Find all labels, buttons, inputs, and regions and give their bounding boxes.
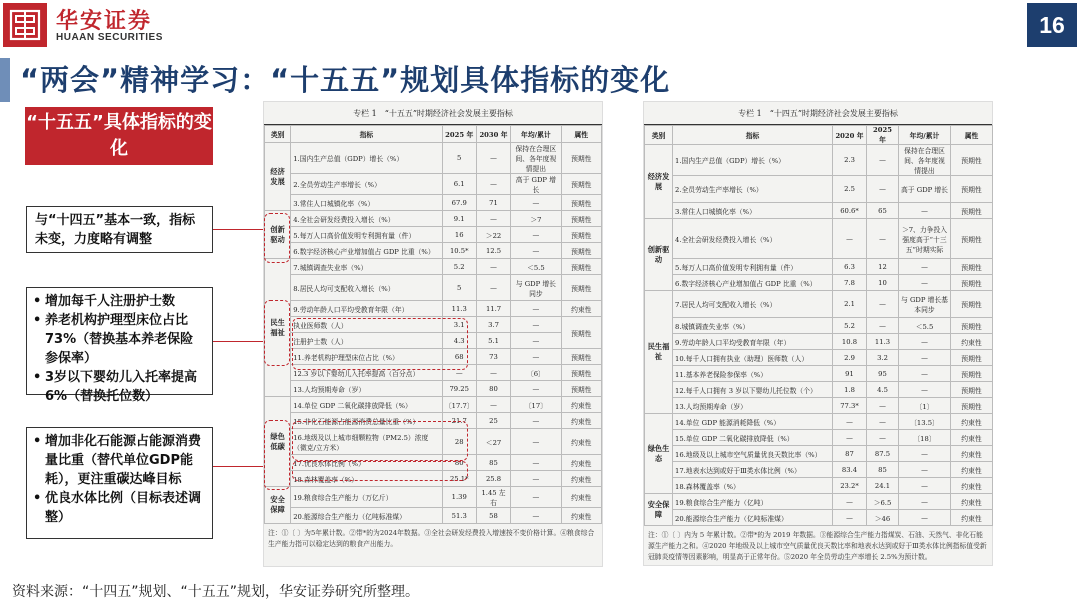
value-cell: — <box>833 510 867 526</box>
value-cell: 5 <box>442 143 476 174</box>
indicator-name: 14.单位 GDP 二氧化碳排放降低（%） <box>291 397 442 413</box>
callout-unchanged: 与“十四五”基本一致，指标未变，力度略有调整 <box>26 206 213 253</box>
value-cell: 87.5 <box>867 446 899 462</box>
value-cell: — <box>511 471 561 487</box>
table-row <box>645 176 993 203</box>
value-cell: 11.7 <box>476 301 510 317</box>
table-row <box>265 301 602 317</box>
value-cell: — <box>899 382 951 398</box>
value-cell: 1.39 <box>442 487 476 508</box>
attribute-cell: 约束性 <box>951 478 993 494</box>
value-cell: 2.9 <box>833 350 867 366</box>
indicator-sub-label: 注册护士数（人） <box>293 337 348 346</box>
attribute-cell: 预期性 <box>951 259 993 275</box>
value-cell: 87 <box>833 446 867 462</box>
column-header: 2025 年 <box>867 126 899 145</box>
attribute-cell: 约束性 <box>561 413 601 429</box>
indicator-name: 6.数字经济核心产业增加值占 GDP 比重（%） <box>673 275 833 291</box>
value-cell: — <box>867 219 899 259</box>
value-cell: — <box>867 398 899 414</box>
value-cell: 5.2 <box>833 318 867 334</box>
attribute-cell: 约束性 <box>951 494 993 510</box>
indicator-name: 8.城镇调查失业率（%） <box>673 318 833 334</box>
title-accent-bar <box>0 58 10 102</box>
value-cell: 7.8 <box>833 275 867 291</box>
value-cell: 9.1 <box>442 211 476 227</box>
list-item: • 优良水体比例（目标表述调整） <box>45 489 206 527</box>
indicator-name: 18.森林覆盖率（%） <box>673 478 833 494</box>
value-cell: — <box>476 211 510 227</box>
highlight-category-green <box>264 420 290 490</box>
attribute-cell: 预期性 <box>561 174 601 195</box>
value-cell: — <box>511 349 561 365</box>
value-cell: 〔13.5〕 <box>899 414 951 430</box>
table-row <box>645 334 993 350</box>
source-note: 资料来源：“十四五”规划、“十五五”规划，华安证券研究所整理。 <box>12 584 420 600</box>
page-title: “两会”精神学习：“十五五”规划具体指标的变化 <box>20 63 671 97</box>
highlight-category-welfare <box>264 300 290 366</box>
table-row <box>645 318 993 334</box>
attribute-cell: 预期性 <box>561 275 601 301</box>
value-cell: — <box>899 446 951 462</box>
table-row <box>645 398 993 414</box>
value-cell: — <box>442 365 476 381</box>
highlight-row-water <box>292 461 468 481</box>
value-cell: — <box>867 291 899 318</box>
value-cell: — <box>476 275 510 301</box>
table-row <box>265 211 602 227</box>
attribute-cell: 预期性 <box>561 243 601 259</box>
table-row <box>265 143 602 174</box>
value-cell: 高于 GDP 增长 <box>899 176 951 203</box>
value-cell: — <box>511 413 561 429</box>
value-cell: 16 <box>442 227 476 243</box>
attribute-cell: 约束性 <box>561 397 601 413</box>
value-cell: 10.5* <box>442 243 476 259</box>
table-row <box>645 494 993 510</box>
attribute-cell: 预期性 <box>951 145 993 176</box>
page-number: 16 <box>1027 3 1077 47</box>
table-row <box>645 219 993 259</box>
table-row <box>645 462 993 478</box>
logo-icon <box>9 9 41 41</box>
table-footnote: 注：①〔 〕内为 5 年累计数。②带*的为 2019 年数据。③能源综合生产能力指煤炭、石油、天然气、非化石能源生产能力之和。④2020 年地级及以上城市空气质量优良天数比率和地表水达到或好于Ⅲ类水体比例指标值受新冠肺炎疫情等因素影响，明显高于正常年份。⑤2020 年全员劳动生产率增长 2.5%为预计数。 <box>648 531 987 561</box>
brand-logo <box>3 3 47 47</box>
value-cell: 1.45 左右 <box>476 487 510 508</box>
indicator-name: 7.居民人均可支配收入增长（%） <box>673 291 833 318</box>
connector-line <box>213 466 265 467</box>
value-cell: — <box>867 145 899 176</box>
category-cell: 经济发展 <box>265 143 291 211</box>
indicator-name: 6.数字经济核心产业增加值占 GDP 比重（%） <box>291 243 442 259</box>
value-cell: 2.5 <box>833 176 867 203</box>
table-row <box>265 275 602 301</box>
indicator-name: 20.能源综合生产能力（亿吨标准煤） <box>673 510 833 526</box>
category-cell: 创新驱动 <box>265 211 291 259</box>
indicator-name: 11.基本养老保险参保率（%） <box>673 366 833 382</box>
attribute-cell: 预期性 <box>951 219 993 259</box>
value-cell: — <box>899 510 951 526</box>
value-cell: — <box>899 462 951 478</box>
value-cell: 65 <box>867 203 899 219</box>
table-footnote: 注：①〔 〕为5年累计数。②带*的为2024年数据。③全社会研发经费投入增速按不变价格计算。④粮食综合生产能力指可以稳定达到的粮食产出能力。 <box>268 529 595 548</box>
value-cell: — <box>833 414 867 430</box>
column-header: 年均/累计 <box>899 126 951 145</box>
table-14th-plan <box>643 101 993 566</box>
value-cell: — <box>899 259 951 275</box>
attribute-cell: 预期性 <box>561 227 601 243</box>
table-row <box>265 508 602 524</box>
value-cell: — <box>899 494 951 510</box>
column-header: 2025 年 <box>442 126 476 143</box>
category-cell: 绿色生态 <box>645 414 673 494</box>
value-cell: 2.3 <box>833 145 867 176</box>
value-cell: — <box>511 487 561 508</box>
connector-line <box>213 229 265 230</box>
value-cell: — <box>476 397 510 413</box>
list-item: • 增加非化石能源占能源消费量比重（替代单位GDP能耗），更注重碳达峰目标 <box>45 432 206 489</box>
indicator-name: 1.国内生产总值（GDP）增长（%） <box>291 143 442 174</box>
value-cell: 80 <box>442 455 476 471</box>
value-cell: — <box>511 381 561 397</box>
indicator-name: 16.地级及以上城市细颗粒物（PM2.5）浓度（微克/立方米） <box>291 429 442 455</box>
attribute-cell: 约束性 <box>951 446 993 462</box>
value-cell: 〔17〕 <box>511 397 561 413</box>
value-cell: — <box>511 455 561 471</box>
value-cell: — <box>476 143 510 174</box>
value-cell: ＞46 <box>867 510 899 526</box>
value-cell: 5 <box>442 275 476 301</box>
list-item: • 养老机构护理型床位占比73%（替换基本养老保险参保率） <box>45 311 206 368</box>
indicator-table <box>644 125 993 526</box>
indicator-name: 11.养老机构护理型床位占比（%） <box>291 349 442 365</box>
indicator-name: 14.单位 GDP 能源消耗降低（%） <box>673 414 833 430</box>
value-cell: 11.3 <box>867 334 899 350</box>
attribute-cell: 约束性 <box>561 455 601 471</box>
attribute-cell: 预期性 <box>951 203 993 219</box>
table-row <box>645 430 993 446</box>
value-cell: 23.2* <box>833 478 867 494</box>
table-caption: 专栏 1 “十五五”时期经济社会发展主要指标 <box>264 102 602 125</box>
value-cell: 1.8 <box>833 382 867 398</box>
indicator-name: 3.常住人口城镇化率（%） <box>291 195 442 211</box>
category-cell: 民生福祉 <box>265 259 291 397</box>
value-cell: 80 <box>476 381 510 397</box>
attribute-cell: 预期性 <box>561 195 601 211</box>
brand-name-cn: 华安证券 <box>56 8 153 34</box>
value-cell: — <box>867 414 899 430</box>
indicator-name: 4.全社会研发经费投入增长（%） <box>291 211 442 227</box>
value-cell: 〔17.7〕 <box>442 397 476 413</box>
brand-name-en: HUAAN SECURITIES <box>56 32 163 43</box>
table-row <box>645 291 993 318</box>
value-cell: 91 <box>833 366 867 382</box>
value-cell: — <box>511 429 561 455</box>
table-row <box>645 446 993 462</box>
value-cell: — <box>511 227 561 243</box>
table-row <box>265 487 602 508</box>
table-row <box>265 174 602 195</box>
value-cell: 73 <box>476 349 510 365</box>
value-cell: 77.3* <box>833 398 867 414</box>
indicator-name: 9.劳动年龄人口平均受教育年限（年） <box>673 334 833 350</box>
value-cell: 85 <box>867 462 899 478</box>
table-row <box>645 145 993 176</box>
indicator-name: 4.全社会研发经费投入增长（%） <box>673 219 833 259</box>
table-row <box>645 203 993 219</box>
table-row <box>645 350 993 366</box>
value-cell: 5.1 <box>476 333 510 349</box>
table-row <box>645 478 993 494</box>
column-header: 2020 年 <box>833 126 867 145</box>
value-cell: 5.2 <box>442 259 476 275</box>
value-cell: 6.3 <box>833 259 867 275</box>
table-row <box>645 366 993 382</box>
column-header: 年均/累计 <box>511 126 561 143</box>
value-cell: 25.1* <box>442 471 476 487</box>
indicator-name: 19.粮食综合生产能力（亿吨） <box>673 494 833 510</box>
indicator-name: 16.地级及以上城市空气质量优良天数比率（%） <box>673 446 833 462</box>
value-cell: 高于 GDP 增长 <box>511 174 561 195</box>
value-cell: 保持在合理区间、各年度视情提出 <box>511 143 561 174</box>
indicator-name: 18.森林覆盖率（%） <box>291 471 442 487</box>
value-cell: — <box>511 333 561 349</box>
list-item: • 3岁以下婴幼儿入托率提高6%（替换托位数） <box>45 368 206 406</box>
attribute-cell: 预期性 <box>951 382 993 398</box>
value-cell: 25 <box>476 413 510 429</box>
attribute-cell: 预期性 <box>951 275 993 291</box>
indicator-name: 9.劳动年龄人口平均受教育年限（年） <box>291 301 442 317</box>
list-item: • 增加每千人注册护士数 <box>45 292 206 311</box>
value-cell: — <box>476 365 510 381</box>
indicator-name: 7.城镇调查失业率（%） <box>291 259 442 275</box>
value-cell: 24.1 <box>867 478 899 494</box>
indicator-name: 12.3 岁以下婴幼儿入托率提高（百分点） <box>291 365 442 381</box>
attribute-cell: 预期性 <box>951 176 993 203</box>
value-cell: — <box>833 494 867 510</box>
value-cell: 4.3 <box>442 333 476 349</box>
indicator-name: 17.地表水达到或好于Ⅲ类水体比例（%） <box>673 462 833 478</box>
value-cell: — <box>899 203 951 219</box>
value-cell: 79.25 <box>442 381 476 397</box>
category-cell: 安全保障 <box>265 487 291 524</box>
value-cell: — <box>867 430 899 446</box>
indicator-name: 17.优良水体比例（%） <box>291 455 442 471</box>
value-cell: 10 <box>867 275 899 291</box>
category-cell: 绿色低碳 <box>265 397 291 487</box>
attribute-cell: 预期性 <box>951 398 993 414</box>
value-cell: 25.8 <box>476 471 510 487</box>
attribute-cell: 约束性 <box>951 414 993 430</box>
column-header: 指标 <box>291 126 442 143</box>
category-cell: 民生福祉 <box>645 291 673 414</box>
column-header: 指标 <box>673 126 833 145</box>
attribute-cell: 预期性 <box>951 291 993 318</box>
attribute-cell: 预期性 <box>561 381 601 397</box>
value-cell: 12 <box>867 259 899 275</box>
table-row <box>265 381 602 397</box>
table-row <box>645 510 993 526</box>
value-cell: — <box>476 174 510 195</box>
attribute-cell: 预期性 <box>951 350 993 366</box>
value-cell: 10.8 <box>833 334 867 350</box>
indicator-name: 15.非化石能源占能源消费总量比重（%） <box>291 413 442 429</box>
column-header: 属性 <box>561 126 601 143</box>
value-cell: 60.6* <box>833 203 867 219</box>
value-cell: 58 <box>476 508 510 524</box>
value-cell: — <box>867 318 899 334</box>
value-cell: — <box>511 243 561 259</box>
value-cell: — <box>899 366 951 382</box>
value-cell: — <box>899 350 951 366</box>
value-cell: — <box>511 317 561 333</box>
indicator-name: 10.每千人口拥有执业（助理）医师数（人） <box>673 350 833 366</box>
table-row <box>265 195 602 211</box>
attribute-cell: 约束性 <box>951 510 993 526</box>
highlight-category-innovation <box>264 213 290 263</box>
value-cell: 保持在合理区间、各年度视情提出 <box>899 145 951 176</box>
category-cell: 安全保障 <box>645 494 673 526</box>
table-row <box>645 275 993 291</box>
indicator-name: 2.全员劳动生产率增长（%） <box>291 174 442 195</box>
attribute-cell: 约束性 <box>951 462 993 478</box>
table-row <box>265 227 602 243</box>
callout-welfare <box>26 287 213 404</box>
indicator-name: 1.国内生产总值（GDP）增长（%） <box>673 145 833 176</box>
value-cell: 〔6〕 <box>511 365 561 381</box>
indicator-name: 5.每万人口高价值发明专利拥有量（件） <box>291 227 442 243</box>
value-cell: 85 <box>476 455 510 471</box>
value-cell: ＜5.5 <box>899 318 951 334</box>
table-row <box>645 382 993 398</box>
section-tag: “十五五”具体指标的变化 <box>25 107 213 165</box>
attribute-cell: 预期性 <box>561 143 601 174</box>
indicator-name: 15.单位 GDP 二氧化碳排放降低（%） <box>673 430 833 446</box>
highlight-row-energy <box>292 421 468 461</box>
value-cell: 2.1 <box>833 291 867 318</box>
value-cell: — <box>476 259 510 275</box>
table-row <box>265 397 602 413</box>
indicator-name: 8.居民人均可支配收入增长（%） <box>291 275 442 301</box>
value-cell: 71 <box>476 195 510 211</box>
indicator-name: 19.粮食综合生产能力（万亿斤） <box>291 487 442 508</box>
value-cell: 4.5 <box>867 382 899 398</box>
attribute-cell: 约束性 <box>561 508 601 524</box>
attribute-cell: 约束性 <box>561 429 601 455</box>
value-cell: 与 GDP 增长同步 <box>511 275 561 301</box>
attribute-cell: 预期性 <box>951 366 993 382</box>
highlight-row-nurses <box>292 318 468 370</box>
value-cell: ＞6.5 <box>867 494 899 510</box>
value-cell: 3.2 <box>867 350 899 366</box>
column-header: 类别 <box>265 126 291 143</box>
attribute-cell: 约束性 <box>951 430 993 446</box>
value-cell: — <box>511 301 561 317</box>
value-cell: 〔18〕 <box>899 430 951 446</box>
attribute-cell: 预期性 <box>561 365 601 381</box>
value-cell: — <box>899 275 951 291</box>
indicator-name: 20.能源综合生产能力（亿吨标准煤） <box>291 508 442 524</box>
value-cell: 3.1 <box>442 317 476 333</box>
category-cell: 经济发展 <box>645 145 673 219</box>
attribute-cell: 预期性 <box>561 349 601 365</box>
value-cell: ＞22 <box>476 227 510 243</box>
value-cell: — <box>511 508 561 524</box>
attribute-cell: 预期性 <box>561 259 601 275</box>
indicator-name: 5.每万人口高价值发明专利拥有量（件） <box>673 259 833 275</box>
column-header: 类别 <box>645 126 673 145</box>
value-cell: 〔1〕 <box>899 398 951 414</box>
value-cell: 67.9 <box>442 195 476 211</box>
value-cell: 51.3 <box>442 508 476 524</box>
category-cell: 创新驱动 <box>645 219 673 291</box>
indicator-name: 13.人均预期寿命（岁） <box>673 398 833 414</box>
value-cell: 与 GDP 增长基本同步 <box>899 291 951 318</box>
table-row <box>645 414 993 430</box>
attribute-cell: 预期性 <box>951 318 993 334</box>
attribute-cell: 预期性 <box>561 211 601 227</box>
value-cell: 12.5 <box>476 243 510 259</box>
attribute-cell: 约束性 <box>561 471 601 487</box>
attribute-cell: 约束性 <box>561 301 601 317</box>
attribute-cell: 约束性 <box>561 487 601 508</box>
indicator-sub-label: 执业医师数（人） <box>293 321 348 330</box>
table-caption: 专栏 1 “十四五”时期经济社会发展主要指标 <box>644 102 992 125</box>
value-cell: 28 <box>442 429 476 455</box>
value-cell: — <box>511 195 561 211</box>
value-cell: — <box>899 478 951 494</box>
value-cell: ＞7、力争投入强度高于“十三五”时期实际 <box>899 219 951 259</box>
indicator-name: 12.每千人口拥有 3 岁以下婴幼儿托位数（个） <box>673 382 833 398</box>
indicator-name: 3.常住人口城镇化率（%） <box>673 203 833 219</box>
value-cell: ＞7 <box>511 211 561 227</box>
connector-line <box>213 341 265 342</box>
column-header: 属性 <box>951 126 993 145</box>
value-cell: 11.3 <box>442 301 476 317</box>
indicator-name: 2.全员劳动生产率增长（%） <box>673 176 833 203</box>
value-cell: 21.7 <box>442 413 476 429</box>
table-row <box>265 243 602 259</box>
value-cell: — <box>899 334 951 350</box>
value-cell: — <box>867 176 899 203</box>
table-row <box>265 259 602 275</box>
value-cell: 83.4 <box>833 462 867 478</box>
attribute-cell: 约束性 <box>951 334 993 350</box>
column-header: 2030 年 <box>476 126 510 143</box>
callout-green <box>26 427 213 539</box>
indicator-name: 13.人均预期寿命（岁） <box>291 381 442 397</box>
value-cell: 95 <box>867 366 899 382</box>
value-cell: ＜5.5 <box>511 259 561 275</box>
value-cell: 68 <box>442 349 476 365</box>
value-cell: — <box>833 219 867 259</box>
attribute-cell: 预期性 <box>561 317 601 349</box>
value-cell: ＜27 <box>476 429 510 455</box>
value-cell: 6.1 <box>442 174 476 195</box>
table-row <box>645 259 993 275</box>
value-cell: — <box>833 430 867 446</box>
value-cell: 3.7 <box>476 317 510 333</box>
